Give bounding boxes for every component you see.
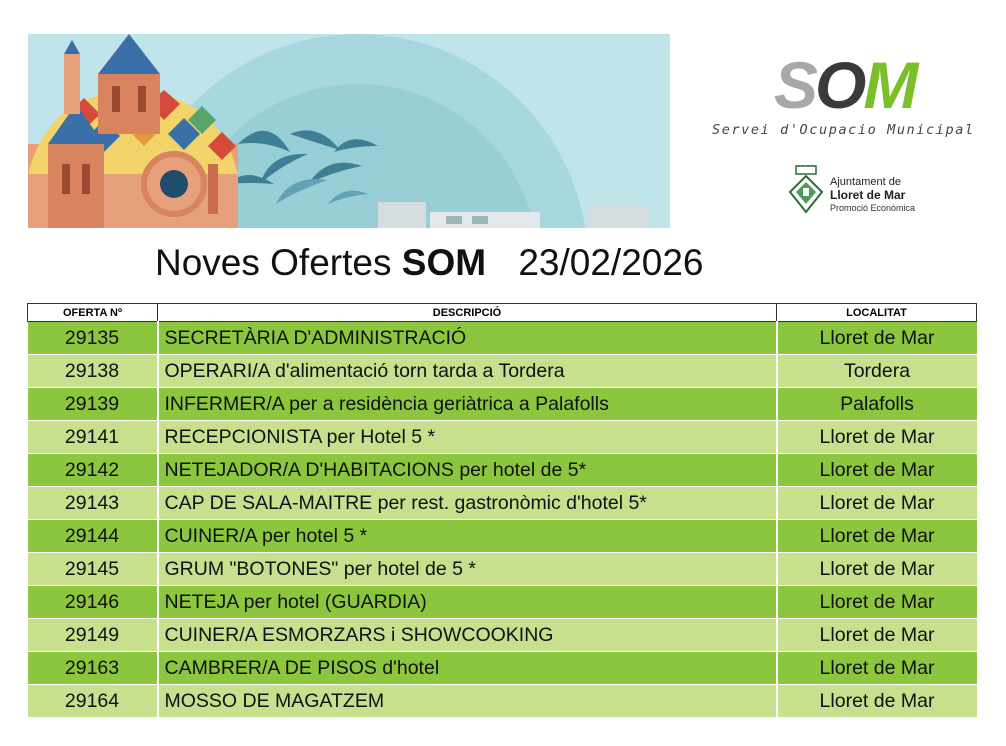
offer-number: 29139 bbox=[28, 388, 158, 421]
table-row bbox=[28, 487, 977, 520]
offer-number: 29149 bbox=[28, 619, 158, 652]
offer-location: Lloret de Mar bbox=[777, 586, 977, 619]
table-header-row bbox=[28, 304, 977, 322]
offer-description: RECEPCIONISTA per Hotel 5 * bbox=[158, 421, 777, 454]
offer-number: 29144 bbox=[28, 520, 158, 553]
offer-number: 29164 bbox=[28, 685, 158, 718]
table-row bbox=[28, 454, 977, 487]
offer-location: Lloret de Mar bbox=[777, 619, 977, 652]
offer-location: Lloret de Mar bbox=[777, 520, 977, 553]
header-description: DESCRIPCIÓ bbox=[158, 304, 777, 322]
lloret-church-dome-illustration-icon bbox=[28, 34, 670, 228]
table-row bbox=[28, 355, 977, 388]
offer-number: 29138 bbox=[28, 355, 158, 388]
header-offer-number: OFERTA Nº bbox=[28, 304, 158, 322]
table-row bbox=[28, 652, 977, 685]
table-row bbox=[28, 553, 977, 586]
offer-number: 29163 bbox=[28, 652, 158, 685]
offer-number: 29143 bbox=[28, 487, 158, 520]
som-logo bbox=[712, 48, 990, 152]
table-row bbox=[28, 322, 977, 355]
offer-location: Tordera bbox=[777, 355, 977, 388]
offer-description: INFERMER/A per a residència geriàtrica a Palafolls bbox=[158, 388, 777, 421]
title-date: 23/02/2026 bbox=[518, 242, 704, 283]
offer-location: Palafolls bbox=[777, 388, 977, 421]
offer-location: Lloret de Mar bbox=[777, 685, 977, 718]
table-row bbox=[28, 388, 977, 421]
ajuntament-line-1: Ajuntament de bbox=[830, 176, 901, 188]
header-banner bbox=[28, 34, 670, 228]
header-location: LOCALITAT bbox=[777, 304, 977, 322]
offer-description: SECRETÀRIA D'ADMINISTRACIÓ bbox=[158, 322, 777, 355]
title-brand: SOM bbox=[401, 242, 487, 283]
title-prefix: Noves Ofertes bbox=[155, 242, 392, 283]
offer-description: CAMBRER/A DE PISOS d'hotel bbox=[158, 652, 777, 685]
ajuntament-line-2: Lloret de Mar bbox=[830, 188, 906, 202]
offers-table bbox=[27, 303, 977, 718]
table-row bbox=[28, 520, 977, 553]
page-title bbox=[155, 242, 704, 284]
offer-location: Lloret de Mar bbox=[777, 553, 977, 586]
som-logo-wordmark bbox=[774, 48, 916, 122]
som-logo-subtitle: Servei d'Ocupacio Municipal bbox=[712, 122, 975, 138]
offer-location: Lloret de Mar bbox=[777, 454, 977, 487]
offer-number: 29141 bbox=[28, 421, 158, 454]
offer-location: Lloret de Mar bbox=[777, 322, 977, 355]
som-logo-s: S bbox=[774, 48, 816, 122]
table-row bbox=[28, 586, 977, 619]
ajuntament-line-3: Promoció Econòmica bbox=[830, 203, 916, 213]
offer-location: Lloret de Mar bbox=[777, 421, 977, 454]
offer-description: GRUM "BOTONES" per hotel de 5 * bbox=[158, 553, 777, 586]
offer-number: 29142 bbox=[28, 454, 158, 487]
table-row bbox=[28, 619, 977, 652]
offer-description: CUINER/A per hotel 5 * bbox=[158, 520, 777, 553]
offer-location: Lloret de Mar bbox=[777, 652, 977, 685]
offer-description: NETEJA per hotel (GUARDIA) bbox=[158, 586, 777, 619]
offer-location: Lloret de Mar bbox=[777, 487, 977, 520]
table-row bbox=[28, 685, 977, 718]
offer-description: NETEJADOR/A D'HABITACIONS per hotel de 5* bbox=[158, 454, 777, 487]
offer-description: CAP DE SALA-MAITRE per rest. gastronòmic d'hotel 5* bbox=[158, 487, 777, 520]
offer-description: CUINER/A ESMORZARS i SHOWCOOKING bbox=[158, 619, 777, 652]
offer-description: OPERARI/A d'alimentació torn tarda a Tordera bbox=[158, 355, 777, 388]
som-logo-o: O bbox=[815, 48, 864, 122]
offer-description: MOSSO DE MAGATZEM bbox=[158, 685, 777, 718]
municipal-shield-icon bbox=[786, 164, 826, 218]
offer-number: 29145 bbox=[28, 553, 158, 586]
offer-number: 29146 bbox=[28, 586, 158, 619]
ajuntament-logo bbox=[786, 164, 986, 220]
offer-number: 29135 bbox=[28, 322, 158, 355]
table-row bbox=[28, 421, 977, 454]
som-logo-m: M bbox=[863, 48, 916, 122]
